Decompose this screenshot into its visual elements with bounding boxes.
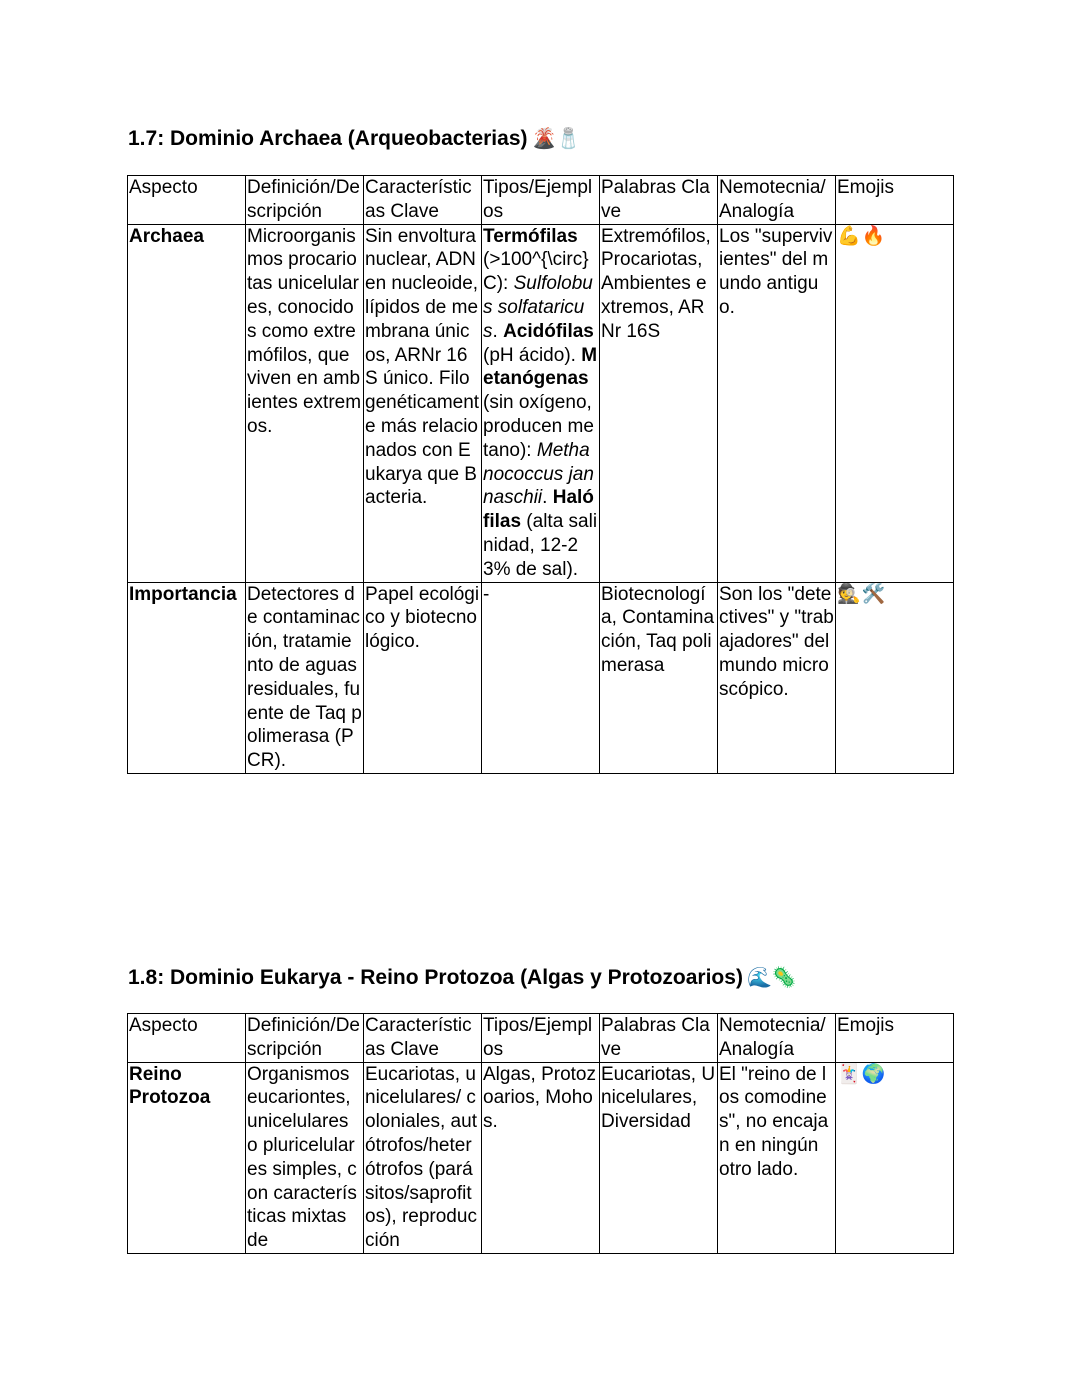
row-types [482, 224, 600, 582]
type-desc: (>100^{\circ} C): [483, 249, 589, 295]
species-name: Methanococcus jannaschii [483, 439, 594, 509]
header-cell: Tipos/Ejemplos [482, 1014, 600, 1063]
row-characteristics: Sin envoltura nuclear, ADN en nucleoide, lípidos de membrana únicos, ARNr 16S único. Filogenéticamente más relacionados con Eukarya que Bacteria. [364, 224, 482, 582]
header-cell: Tipos/Ejemplos [482, 176, 600, 225]
row-characteristics: Eucariotas, unicelulares/ coloniales, autótrofos/heterótrofos (parásitos/saprofitos), reproducción [364, 1062, 482, 1253]
row-emojis: 💪🔥 [836, 224, 954, 582]
header-cell: Emojis [836, 1014, 954, 1063]
row-types: Algas, Protozoarios, Mohos. [482, 1062, 600, 1253]
row-mnemonic: Los "supervivientes" del mundo antiguo. [718, 224, 836, 582]
title-emoji: 🌊🦠 [746, 967, 797, 989]
header-cell: Palabras Clave [600, 1014, 718, 1063]
type-desc: (sin oxígeno, producen metano): [483, 392, 594, 461]
type-desc: (alta salinidad, 12-23% de sal). [483, 511, 598, 580]
table-row [128, 582, 954, 773]
type-end: . [492, 320, 504, 342]
type-name: Acidófilas [503, 320, 594, 342]
type-name: Halófilas [483, 487, 594, 533]
type-desc: (pH ácido). [483, 344, 582, 366]
archaea-table [127, 175, 954, 774]
row-aspect: Importancia [128, 582, 246, 773]
row-characteristics: Papel ecológico y biotecnológico. [364, 582, 482, 773]
row-emojis: 🕵️🛠️ [836, 582, 954, 773]
protozoa-table [127, 1013, 954, 1254]
row-definition: Detectores de contaminación, tratamiento de aguas residuales, fuente de Taq polimerasa (PCR). [246, 582, 364, 773]
header-cell: Nemotecnia/ Analogía [718, 1014, 836, 1063]
row-aspect: Reino Protozoa [128, 1062, 246, 1253]
table-header-row [128, 1014, 954, 1063]
header-cell: Aspecto [128, 1014, 246, 1063]
row-keywords: Extremófilos, Procariotas, Ambientes extremos, ARNr 16S [600, 224, 718, 582]
section-title-protozoa [128, 965, 797, 990]
type-name: Termófilas [483, 225, 578, 247]
table-row [128, 1062, 954, 1253]
row-aspect: Archaea [128, 224, 246, 582]
row-keywords: Biotecnología, Contaminación, Taq polimerasa [600, 582, 718, 773]
section-title-archaea [128, 126, 581, 151]
header-cell: Nemotecnia/ Analogía [718, 176, 836, 225]
row-definition: Organismos eucariontes, unicelulares o pluricelulares simples, con características mixtas de [246, 1062, 364, 1253]
table-header-row [128, 176, 954, 225]
row-types: - [482, 582, 600, 773]
type-end: . [542, 487, 553, 509]
section-title-text: 1.7: Dominio Archaea (Arqueobacterias) [128, 127, 528, 150]
row-mnemonic: El "reino de los comodines", no encajan en ningún otro lado. [718, 1062, 836, 1253]
header-cell: Palabras Clave [600, 176, 718, 225]
species-name: Sulfolobus solfataricus [483, 273, 593, 342]
header-cell: Definición/Descripción [246, 176, 364, 225]
header-cell: Aspecto [128, 176, 246, 225]
row-emojis: 🃏🌍 [836, 1062, 954, 1253]
section-title-text: 1.8: Dominio Eukarya - Reino Protozoa (Algas y Protozoarios) [128, 966, 743, 989]
table-row [128, 224, 954, 582]
header-cell: Emojis [836, 176, 954, 225]
header-cell: Características Clave [364, 1014, 482, 1063]
header-cell: Definición/Descripción [246, 1014, 364, 1063]
header-cell: Características Clave [364, 176, 482, 225]
row-keywords: Eucariotas, Unicelulares, Diversidad [600, 1062, 718, 1253]
title-emoji: 🌋🧂 [531, 128, 582, 150]
type-name: Metanógenas [483, 344, 598, 390]
row-definition: Microorganismos procariotas unicelulares, conocidos como extremófilos, que viven en ambientes extremos. [246, 224, 364, 582]
row-mnemonic: Son los "detectives" y "trabajadores" del mundo microscópico. [718, 582, 836, 773]
